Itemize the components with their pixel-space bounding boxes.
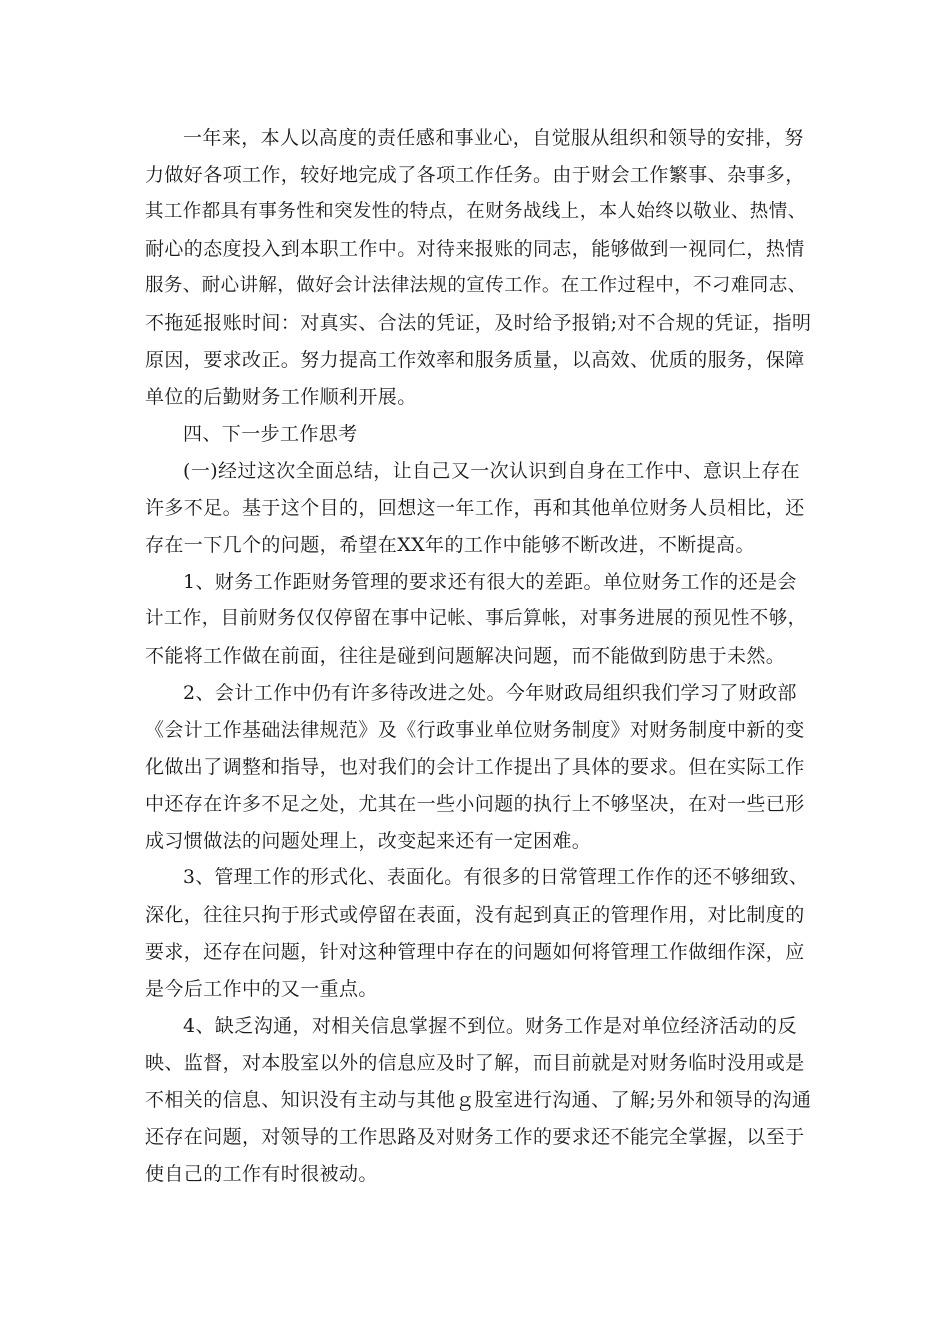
text-line: 4、缺乏沟通，对相关信息掌握不到位。财务工作是对单位经济活动的反 bbox=[183, 1015, 797, 1037]
text-line: 《会计工作基础法律规范》及《行政事业单位财务制度》对财务制度中新的变 bbox=[145, 719, 805, 741]
text-line: 化做出了调整和指导，也对我们的会计工作提出了具体的要求。但在实际工作 bbox=[145, 756, 805, 778]
text-line: 许多不足。基于这个目的，回想这一年工作，再和其他单位财务人员相比，还 bbox=[145, 497, 805, 519]
text-line: 其工作都具有事务性和突发性的特点，在财务战线上，本人始终以敬业、热情、 bbox=[145, 201, 807, 222]
text-line: 计工作，目前财务仅仅停留在事中记帐、事后算帐，对事务进展的预见性不够， bbox=[145, 608, 807, 629]
text-line: 还存在问题，对领导的工作思路及对财务工作的要求还不能完全掌握，以至于 bbox=[145, 1126, 805, 1148]
text-line: 一年来，本人以高度的责任感和事业心，自觉服从组织和领导的安排，努 bbox=[183, 127, 804, 149]
text-line: 3、管理工作的形式化、表面化。有很多的日常管理工作作的还不够细致、 bbox=[183, 867, 809, 888]
text-line: 原因，要求改正。努力提高工作效率和服务质量，以高效、优质的服务，保障 bbox=[145, 349, 805, 371]
text-line: (一)经过这次全面总结，让自己又一次认识到自身在工作中、意识上存在 bbox=[183, 460, 801, 482]
text-line: 力做好各项工作，较好地完成了各项工作任务。由于财会工作繁事、杂事多， bbox=[145, 164, 805, 186]
text-line: 要求，还存在问题，针对这种管理中存在的问题如何将管理工作做细作深，应 bbox=[145, 941, 805, 963]
text-line: 单位的后勤财务工作顺利开展。 bbox=[145, 386, 417, 408]
text-line: 耐心的态度投入到本职工作中。对待来报账的同志，能够做到一视同仁，热情 bbox=[145, 238, 805, 260]
text-line: 映、监督，对本股室以外的信息应及时了解，而目前就是对财务临时没用或是 bbox=[145, 1052, 805, 1074]
text-line: 1、财务工作距财务管理的要求还有很大的差距。单位财务工作的还是会 bbox=[183, 571, 797, 593]
text-line: 2、会计工作中仍有许多待改进之处。今年财政局组织我们学习了财政部 bbox=[183, 682, 797, 704]
text-line: 不拖延报账时间：对真实、合法的凭证，及时给予报销;对不合规的凭证，指明 bbox=[145, 312, 812, 334]
text-line: 存在一下几个的问题，希望在XX年的工作中能够不断改进，不断提高。 bbox=[145, 534, 755, 556]
text-line: 使自己的工作有时很被动。 bbox=[145, 1163, 378, 1185]
text-line: 不能将工作做在前面，往往是碰到问题解决问题，而不能做到防患于未然。 bbox=[145, 645, 786, 667]
text-line: 服务、耐心讲解，做好会计法律法规的宣传工作。在工作过程中，不刁难同志、 bbox=[145, 275, 807, 296]
text-line: 中还存在许多不足之处，尤其在一些小问题的执行上不够坚决，在对一些已形 bbox=[145, 793, 805, 815]
text-line: 成习惯做法的问题处理上，改变起来还有一定困难。 bbox=[145, 830, 592, 852]
text-line: 不相关的信息、知识没有主动与其他ｇ股室进行沟通、了解;另外和领导的沟通 bbox=[145, 1089, 812, 1111]
text-line: 深化，往往只拘于形式或停留在表面，没有起到真正的管理作用，对比制度的 bbox=[145, 904, 805, 926]
section-heading: 四、下一步工作思考 bbox=[183, 423, 358, 445]
text-line: 是今后工作中的又一重点。 bbox=[145, 978, 378, 1000]
